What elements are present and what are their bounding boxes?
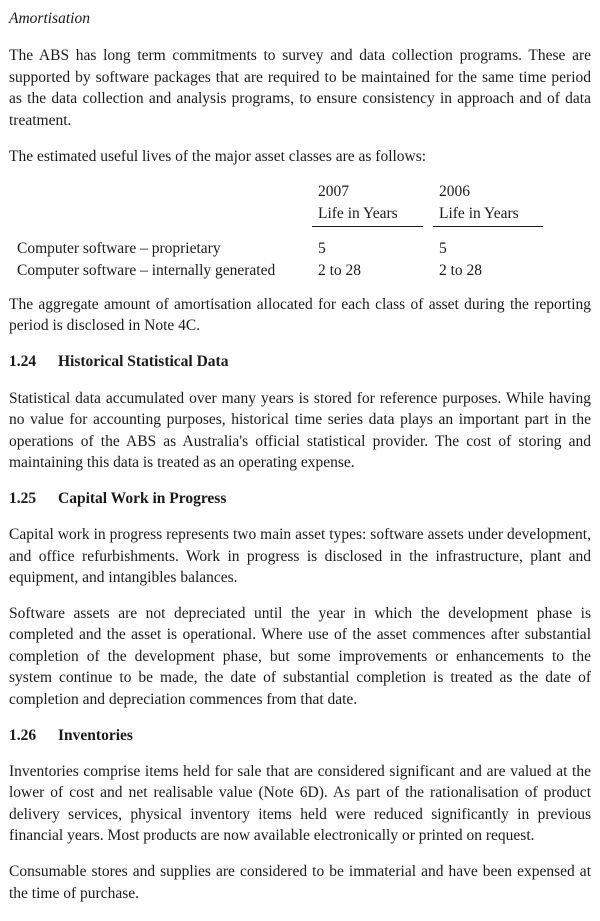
- row-label: Computer software – internally generated: [17, 261, 276, 279]
- paragraph-capital-wip-2: Software assets are not depreciated until the year in which the development phase is completed and the asset is operational. Where use of the asset commences after substantial completion of the development phase, but some improvements or enhancements to the system continue to be made, the date of substantial completion is treated as the date of completion and depreciation commences from that date.: [9, 605, 591, 708]
- table-body: [9, 238, 591, 281]
- paragraph-commitments: The ABS has long term commitments to survey and data collection programs. These are supported by software packages that are required to be maintained for the same time period as the data collection and analysis programs, to ensure consistency in approach and of data treatment.: [9, 47, 591, 129]
- section-number: 1.24: [9, 353, 37, 371]
- table-header-label-row: [9, 203, 591, 227]
- section-title: Historical Statistical Data: [58, 353, 229, 371]
- paragraph-inventories-2: Consumable stores and supplies are considered to be immaterial and have been expensed at the time of purchase.: [9, 863, 591, 902]
- table-header-years-row: [9, 181, 591, 202]
- table-header-spacer: [9, 203, 312, 227]
- table-header-life-2006: Life in Years: [433, 203, 543, 227]
- section-title: Capital Work in Progress: [58, 489, 227, 507]
- amortisation-heading: Amortisation: [9, 10, 90, 27]
- table-header-spacer: [9, 181, 312, 202]
- section-heading-1-25: [9, 488, 591, 509]
- section-heading-1-24: [9, 351, 591, 372]
- paragraph-inventories-1: Inventories comprise items held for sale that are considered significant and are valued at the lower of cost and net realisable value (Note 6D). As part of the rationalisation of product delivery services, physical inventory items held were reduced significantly in previous financial years. Most products are now available electronically or printed on request.: [9, 762, 591, 845]
- row-value-2006: 5: [439, 240, 447, 258]
- section-number: 1.26: [9, 726, 37, 744]
- row-value-2007: 2 to 28: [318, 261, 362, 279]
- paragraph-historical-data: Statistical data accumulated over many years is stored for reference purposes. While having no value for accounting purposes, historical time series data plays an important part in the operations of the ABS as Australia's official statistical provider. The cost of storing and maintaining this data is treated as an operating expense.: [9, 389, 591, 471]
- useful-lives-table: [9, 181, 591, 281]
- paragraph-useful-lives-intro: The estimated useful lives of the major asset classes are as follows:: [9, 147, 427, 165]
- row-value-2006: 2 to 28: [439, 261, 483, 279]
- row-value-2007: 5: [318, 240, 326, 258]
- row-label: Computer software – proprietary: [17, 240, 221, 258]
- paragraph-capital-wip-1: Capital work in progress represents two main asset types: software assets under development, and office refurbishments. Work in progress is disclosed in the infrastructure, plant and equipment, and intangibles balances.: [9, 526, 591, 587]
- table-header-year-2007: 2007: [318, 183, 349, 201]
- table-row: [9, 260, 591, 281]
- table-header-year-2006: 2006: [439, 183, 470, 201]
- section-number: 1.25: [9, 489, 37, 507]
- table-row: [9, 238, 591, 259]
- table-header-life-2007: Life in Years: [312, 203, 423, 227]
- section-title: Inventories: [58, 726, 133, 744]
- section-heading-1-26: [9, 725, 591, 746]
- paragraph-aggregate: The aggregate amount of amortisation allocated for each class of asset during the reporting period is disclosed in Note 4C.: [9, 296, 591, 335]
